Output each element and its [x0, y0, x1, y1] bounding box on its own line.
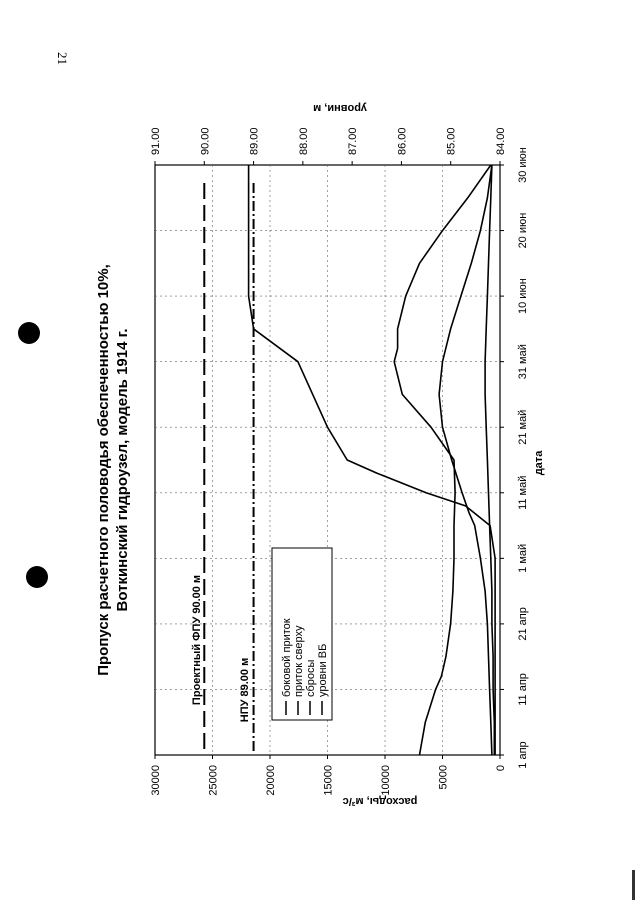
y-right-tick-label: 87.00	[347, 127, 360, 155]
legend	[272, 548, 332, 720]
series-upstream-inflow	[485, 165, 494, 755]
y-left-tick-label: 30000	[150, 765, 162, 796]
x-tick-label: 31 май	[517, 344, 529, 380]
x-tick-label: 21 май	[517, 409, 529, 445]
x-tick-label: 1 май	[517, 543, 529, 573]
x-tick-label: 30 июн	[517, 147, 529, 183]
x-tick-label: 11 апр	[517, 673, 529, 706]
x-tick-label: 20 июн	[517, 212, 529, 249]
y-left-tick-label: 0	[495, 765, 507, 772]
fpu-annotation: Проектный ФПУ 90.00 м	[191, 574, 203, 706]
series-lateral-inflow	[439, 165, 492, 755]
y-left-tick-label: 5000	[437, 765, 450, 790]
x-tick-label: 1 апр	[517, 741, 529, 769]
legend-entry-discharge: сбросы	[305, 659, 317, 697]
chart-title-group	[95, 264, 131, 676]
y-left-tick-label: 25000	[207, 765, 220, 796]
x-tick-label: 10 июн	[517, 278, 529, 314]
y-right-tick-label: 88.00	[297, 127, 310, 155]
y-right-tick-label: 90.00	[199, 127, 212, 155]
page-number: 21	[55, 52, 70, 65]
y-left-tick-label: 10000	[380, 765, 392, 796]
y-left-axis-title: расходы, м³/с	[342, 795, 418, 807]
y-right-tick-label: 85.00	[445, 127, 458, 155]
legend-entry-levels: уровни ВБ	[317, 643, 329, 697]
y-right-tick-label: 86.00	[396, 127, 409, 155]
legend-entry-lateral: боковой приток	[281, 618, 293, 697]
y-right-tick-label: 84.00	[495, 127, 507, 155]
tick-labels	[150, 127, 529, 795]
x-tick-label: 11 май	[517, 475, 529, 510]
x-axis-title: дата	[533, 450, 545, 476]
chart-title: Пропуск расчетного половодья обеспеченностью 10%,	[95, 264, 112, 676]
y-right-tick-label: 91.00	[150, 127, 162, 155]
x-tick-label: 21 апр	[517, 607, 529, 641]
y-left-tick-label: 20000	[265, 765, 277, 796]
y-right-axis-title: уровни, м	[313, 102, 367, 114]
legend-entry-upstream: приток сверху	[293, 625, 305, 697]
y-left-tick-label: 15000	[322, 765, 335, 796]
reference-annotations	[191, 575, 251, 722]
y-right-tick-label: 89.00	[248, 127, 261, 155]
chart-subtitle: Воткинский гидроузел, модель 1914 г.	[114, 328, 131, 612]
npu-annotation: НПУ 89.00 м	[239, 657, 251, 723]
